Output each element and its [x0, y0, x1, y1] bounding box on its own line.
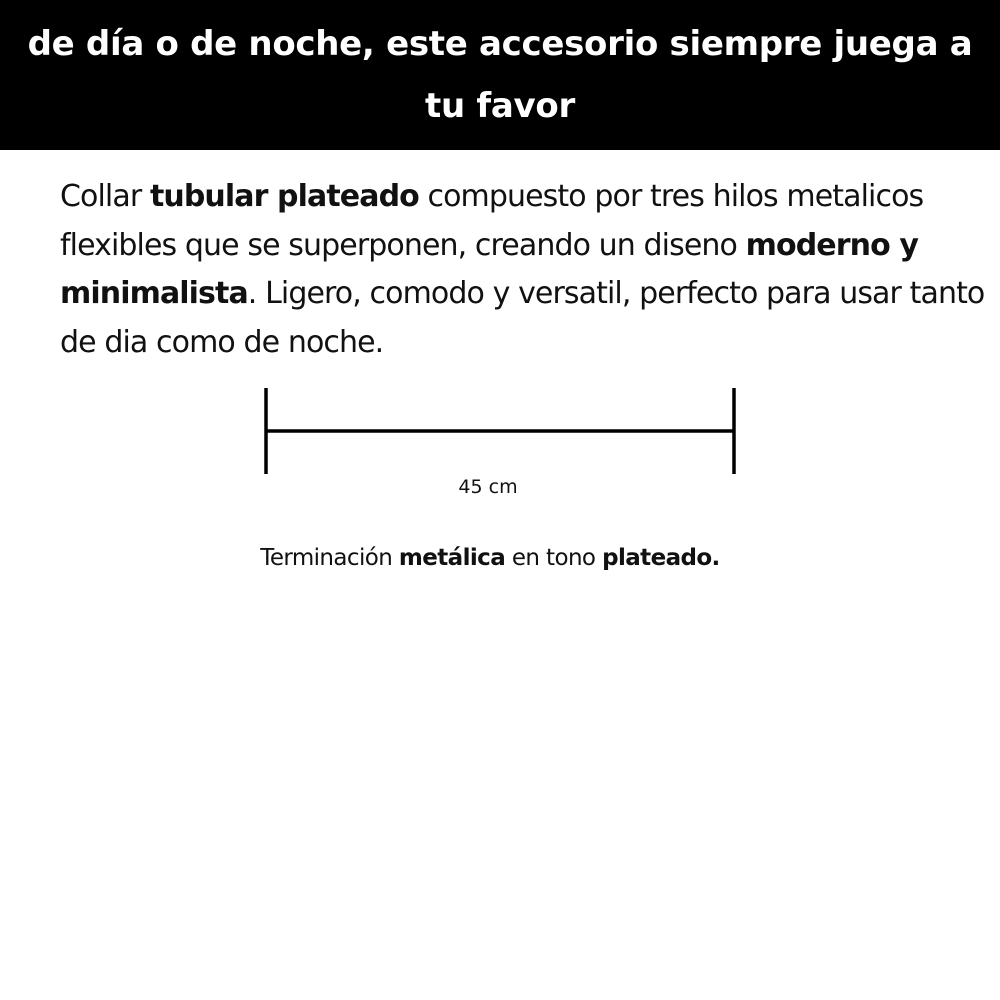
finish-text-1: Terminación [260, 545, 399, 571]
measurement-ruler-icon [255, 380, 745, 480]
description-text-2: compuesto por tres hilos metalicos flexibles que se superponen, creando un diseno [60, 179, 924, 263]
finish-text-2: en tono [505, 545, 603, 571]
description-text-1: Collar [60, 179, 150, 214]
finish-bold-1: metálica [398, 545, 506, 571]
measurement-diagram [255, 380, 745, 510]
description-bold-1: tubular plateado [149, 179, 419, 214]
finish-bold-2: plateado. [602, 545, 720, 571]
measurement-label: 45 cm [458, 476, 518, 498]
finish-note [0, 545, 980, 571]
header-title: de día o de noche, este accesorio siempre juega a tu favor [27, 24, 973, 126]
header-banner [0, 0, 1000, 150]
description-bold-2: moderno y minimalista [60, 227, 918, 311]
product-description [60, 173, 995, 367]
description-text-3: . Ligero, comodo y versatil, perfecto para usar tanto de dia como de noche. [60, 276, 985, 360]
